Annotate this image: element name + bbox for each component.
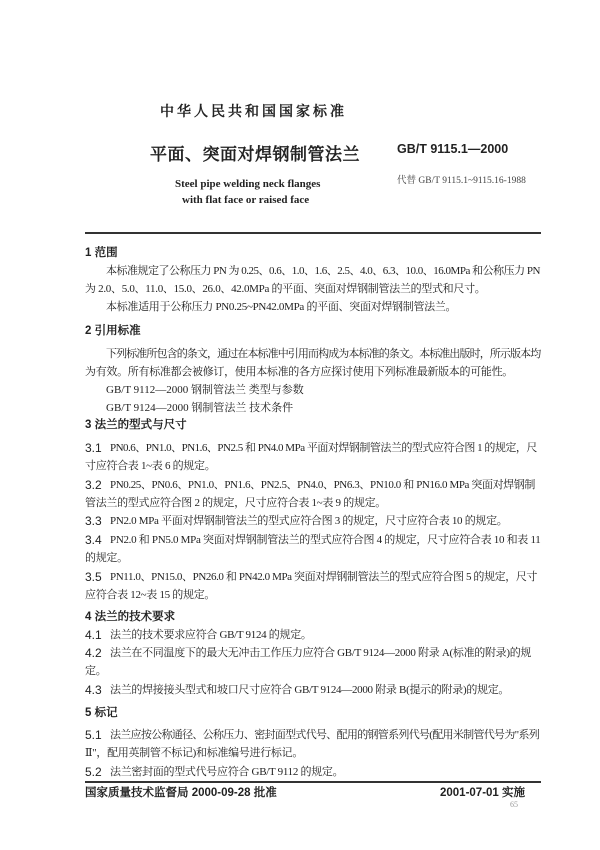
clause-text: 法兰在不同温度下的最大无冲击工作压力应符合 GB/T 9124—2000 附录 A(标准的附录)的规 [110,647,532,659]
clause-text-continued: 定。 [85,665,107,677]
clause-number: 3.1 [85,441,102,455]
clause-text: PN0.6、PN1.0、PN1.6、PN2.5 和 PN4.0 MPa 平面对焊钢制管法兰的型式应符合图 1 的规定，尺 [110,442,537,454]
section-4-heading: 4 法兰的技术要求 [85,611,176,623]
clause-number: 3.4 [85,533,102,547]
paragraph-line: 本标准适用于公称压力 PN0.25~PN42.0MPa 的平面、突面对焊钢制管法兰。 [106,301,457,313]
approval-date: 国家质量技术监督局 2000-09-28 批准 [85,787,277,799]
clause-number: 3.2 [85,478,102,492]
clause-number: 4.2 [85,646,102,660]
page-number: 65 [510,800,518,809]
replaces-note: 代替 GB/T 9115.1~9115.16-1988 [397,176,526,186]
clause-number: 4.3 [85,683,102,697]
header-divider [85,232,541,234]
clause-text-continued: 管法兰的型式应符合图 2 的规定，尺寸应符合表 1~表 9 的规定。 [85,497,386,509]
paragraph-line: 为有效。所有标准都会被修订，使用本标准的各方应探讨使用下列标准最新版本的可能性。 [85,366,513,378]
clause-number: 5.1 [85,728,102,742]
section-5-heading: 5 标记 [85,707,118,719]
section-1-heading: 1 范围 [85,247,118,259]
english-title-line2: with flat face or raised face [182,194,310,206]
clause-text: 法兰密封面的型式代号应符合 GB/T 9112 的规定。 [110,766,344,778]
clause-text-continued: 的规定。 [85,552,128,564]
section-2-heading: 2 引用标准 [85,325,141,337]
document-title: 平面、突面对焊钢制管法兰 [150,145,360,164]
reference-item: GB/T 9112—2000 钢制管法兰 类型与参数 [106,384,304,396]
clause-text: 法兰的技术要求应符合 GB/T 9124 的规定。 [110,629,312,641]
paragraph-line: 为 2.0、5.0、11.0、15.0、26.0、42.0MPa 的平面、突面对焊钢制管法兰的型式和尺寸。 [85,283,486,295]
reference-item: GB/T 9124—2000 钢制管法兰 技术条件 [106,402,294,414]
clause-number: 4.1 [85,628,102,642]
clause-text: PN2.0 MPa 平面对焊钢制管法兰的型式应符合图 3 的规定，尺寸应符合表 10 的规定。 [110,515,508,527]
paragraph-line: 本标准规定了公称压力 PN 为 0.25、0.6、1.0、1.6、2.5、4.0、6.3、10.0、16.0MPa 和公称压力 PN [106,265,540,277]
standard-code: GB/T 9115.1—2000 [397,142,509,156]
clause-number: 3.3 [85,514,102,528]
clause-text: PN11.0、PN15.0、PN26.0 和 PN42.0 MPa 突面对焊钢制管法兰的型式应符合图 5 的规定，尺寸 [110,571,538,583]
clause-text-continued: 寸应符合表 1~表 6 的规定。 [85,460,216,472]
clause-number: 5.2 [85,765,102,779]
national-standard-label: 中华人民共和国国家标准 [160,103,347,119]
clause-text: PN0.25、PN0.6、PN1.0、PN1.6、PN2.5、PN4.0、PN6.3、PN10.0 和 PN16.0 MPa 突面对焊钢制 [110,479,535,491]
implementation-date: 2001-07-01 实施 [440,787,526,799]
clause-text-continued: Ⅱ"，配用英制管不标记)和标准编号进行标记。 [85,747,304,759]
clause-text: 法兰的焊接接头型式和坡口尺寸应符合 GB/T 9124—2000 附录 B(提示的附录)的规定。 [110,684,510,696]
english-title-line1: Steel pipe welding neck flanges [175,178,321,190]
clause-number: 3.5 [85,570,102,584]
clause-text-continued: 应符合表 12~表 15 的规定。 [85,589,216,601]
paragraph-line: 下列标准所包含的条文，通过在本标准中引用而构成为本标准的条文。本标准出版时，所示版本均 [106,348,541,360]
footer-divider [85,781,541,783]
clause-text: 法兰应按公称通径、公称压力、密封面型式代号、配用的钢管系列代号(配用米制管代号为"系列 [110,729,540,741]
clause-text: PN2.0 和 PN5.0 MPa 突面对焊钢制管法兰的型式应符合图 4 的规定，尺寸应符合表 10 和表 11 [110,534,541,546]
section-3-heading: 3 法兰的型式与尺寸 [85,419,187,431]
